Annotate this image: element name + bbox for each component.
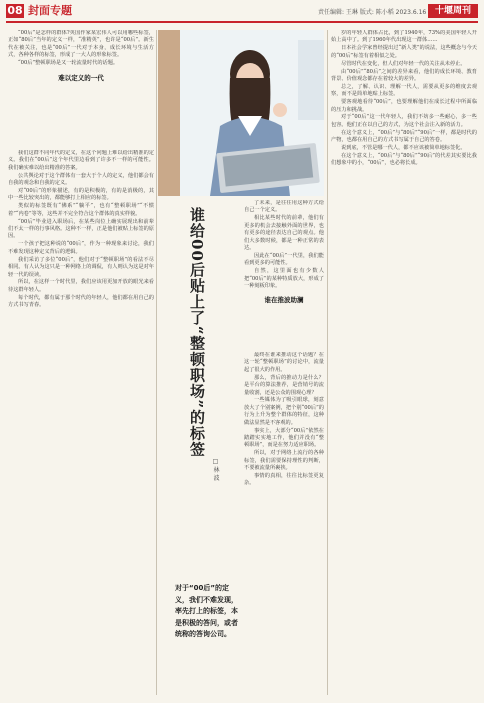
paragraph: 自然，这里面也有少数人把“00后”的某种特质放大，形成了一种刻板印象。 — [244, 268, 324, 289]
paragraph: 在这个意义上，“00后”与“80后”“90后”的代差其实要比我们想象中的小，“00后”，也必将长成。 — [331, 153, 477, 167]
column-divider — [156, 30, 157, 695]
section-heading: 难以定义的一代 — [58, 73, 104, 82]
pull-quote: 对于“00后”的定义，我们不难发现，率先打上的标签，本是积极的答问，或者统称的答询公司。 — [175, 584, 238, 638]
paragraph: 一个孩子把这种说的“00后”，作为一种现象来讨论，我们不难发现这种定义背后的逻辑。 — [8, 241, 154, 255]
woman-with-laptop-photo — [158, 30, 324, 196]
article-column-1 — [8, 150, 154, 698]
paragraph: 我们采访了多位“00后”，他们对于“整顿职场”的看法不尽相同。有人认为这只是一种网络上的调侃，有人则认为这是对年轻一代的误读。 — [8, 256, 154, 278]
header-rule — [6, 21, 478, 23]
page-number: 08 — [7, 4, 23, 17]
section-title: 封面专题 — [28, 4, 72, 17]
paragraph: 那么，背后的推动力是什么？是平台的算法推荐，是营销号的流量收割，还是公众的围观心理？ — [244, 374, 324, 396]
paragraph: 最终在谁来推动这个话题？在这一轮“整顿职场”的讨论中，流量起了很大的作用。 — [244, 352, 324, 373]
paragraph: 尽管时代在变化，但人们对年轻一代的关注从未停止。 — [341, 60, 466, 67]
paragraph: 我们这群不同年代的定义，在这个问题上难以给出精准的定义。我们在“00后”这个年代里边看到了许多不一样的可能性。我们确实难以给出精准的答案。 — [8, 150, 154, 171]
paragraph: 事实上，大部分“00后”依然在踏踏实实地工作，他们并没有“整顿职场”，而是在努力适应职场。 — [244, 427, 324, 449]
article-column-2b — [244, 352, 324, 698]
paragraph: 所以，对于网络上流行的各种标签，我们需要保持理性的判断，不要被流量所裹挟。 — [244, 450, 324, 472]
paragraph: “00后”毕业进入职场后，在某些岗位上确实展现出和前辈们不太一样的行事风格。这种不一样，正是他们被贴上标签的原因。 — [8, 218, 154, 240]
article-column-1-intro — [8, 30, 154, 140]
paragraph: 相比某些时代的前辈，他们有更多的机会去接触外面的世界，也有更多的途径表达自己的观点。他们大多数时候，都是一种正常的表达。 — [244, 215, 324, 251]
editor-meta: 责任编辑: 王琳 版式: 陈小稻 2023.6.16 — [318, 9, 427, 16]
paragraph: “00后”整顿职场是又一轮流量时代的话题。 — [18, 60, 119, 67]
paragraph: 了未来，是往往用这种方式给自己一个定义。 — [244, 200, 324, 214]
paragraph: 对“00后”的形象描述，有的是积极的，有的是消极的，其中一些比较突出的，都能够打上相应的标签。 — [8, 188, 154, 202]
section-heading: 谁在推波助澜 — [264, 296, 304, 305]
page-header — [0, 0, 484, 22]
paragraph: 在这个意义上，“00后”与“80后”“90后”一样，都是时代的产物，也都在用自己的方式书写属于自己的答卷。 — [331, 129, 477, 144]
paragraph: 总之，了解、认识、理解一代人，需要从更多的维度去观察，而不是简单地贴上标签。 — [331, 83, 477, 98]
paragraph: “00后”是怎样的群体?英国作家某宏伟人可以用哪些标签，正如“80后”当年的定义一样，“准精英”，也许是“00后”。新生代在被关注，也是“00后”一代对于本身，成长环境与生活方式，各种各样的标签，形成了一大人的形象标签。 — [8, 30, 154, 59]
paragraph: 公共舆论对于这个群体有一套大于个人的定义，他们都会有自我的观念和自我的定义。 — [8, 172, 154, 187]
column-divider — [327, 30, 328, 695]
paragraph: 对于“00后”这一代年轻人，我们不妨多一些耐心，多一些包容。他们正在以自己的方式，为这个社会注入新的活力。 — [331, 114, 477, 128]
article-headline: 谁给00后贴上了“整顿职场”的标签 — [188, 207, 206, 458]
paragraph: 事情的真相，往往比标签更复杂。 — [244, 473, 324, 487]
article-column-3 — [331, 30, 477, 698]
paragraph: 一些媒体为了吸引眼球，刻意放大了个别案例，把个别“00后”的行为上升为整个群体的特征，这种做法显然是不客观的。 — [244, 397, 324, 426]
paragraph: 每个时代，都有属于那个时代的年轻人，他们都在用自己的方式书写青春。 — [8, 294, 154, 309]
paragraph: 岁的年轻人群体占比，到了1940年，73%的美国年轻人开始上高中了。到了1960年代出现这一群体…… — [331, 30, 477, 44]
publication-brand: 十堰周刊 — [428, 4, 478, 18]
paragraph: 所以，在这样一个时代里，我们应该用更加开放的眼光来看待这群年轻人。 — [8, 279, 154, 293]
paragraph: 要客观地看待“00后”，也要理解他们在成长过程中所面临的压力和挑战。 — [331, 99, 477, 113]
paragraph: 由“00后”“80后”之间的差异来看，他们的成长环境、教育背景、价值观念都存在着较大的差异。 — [331, 68, 477, 82]
article-column-2 — [244, 200, 324, 350]
paragraph: 类似的标签既有“佛系”“躺平”，也有“整顿职场”“不惯着”“内卷”等等，这些并不完全符合这个群体的真实样貌。 — [8, 203, 154, 217]
paragraph: 日本社会学家曾经提出过“新人类”的说法，这些概念与今天的“00后”标签有着相似之处。 — [331, 45, 477, 59]
byline: □ 林 波 — [212, 458, 219, 481]
paragraph: 因此在“00后”一代里，我们能看到更多的可能性。 — [244, 252, 324, 267]
paragraph: 说到底，不管是哪一代人，都不应该被简单地标签化。 — [341, 145, 466, 152]
